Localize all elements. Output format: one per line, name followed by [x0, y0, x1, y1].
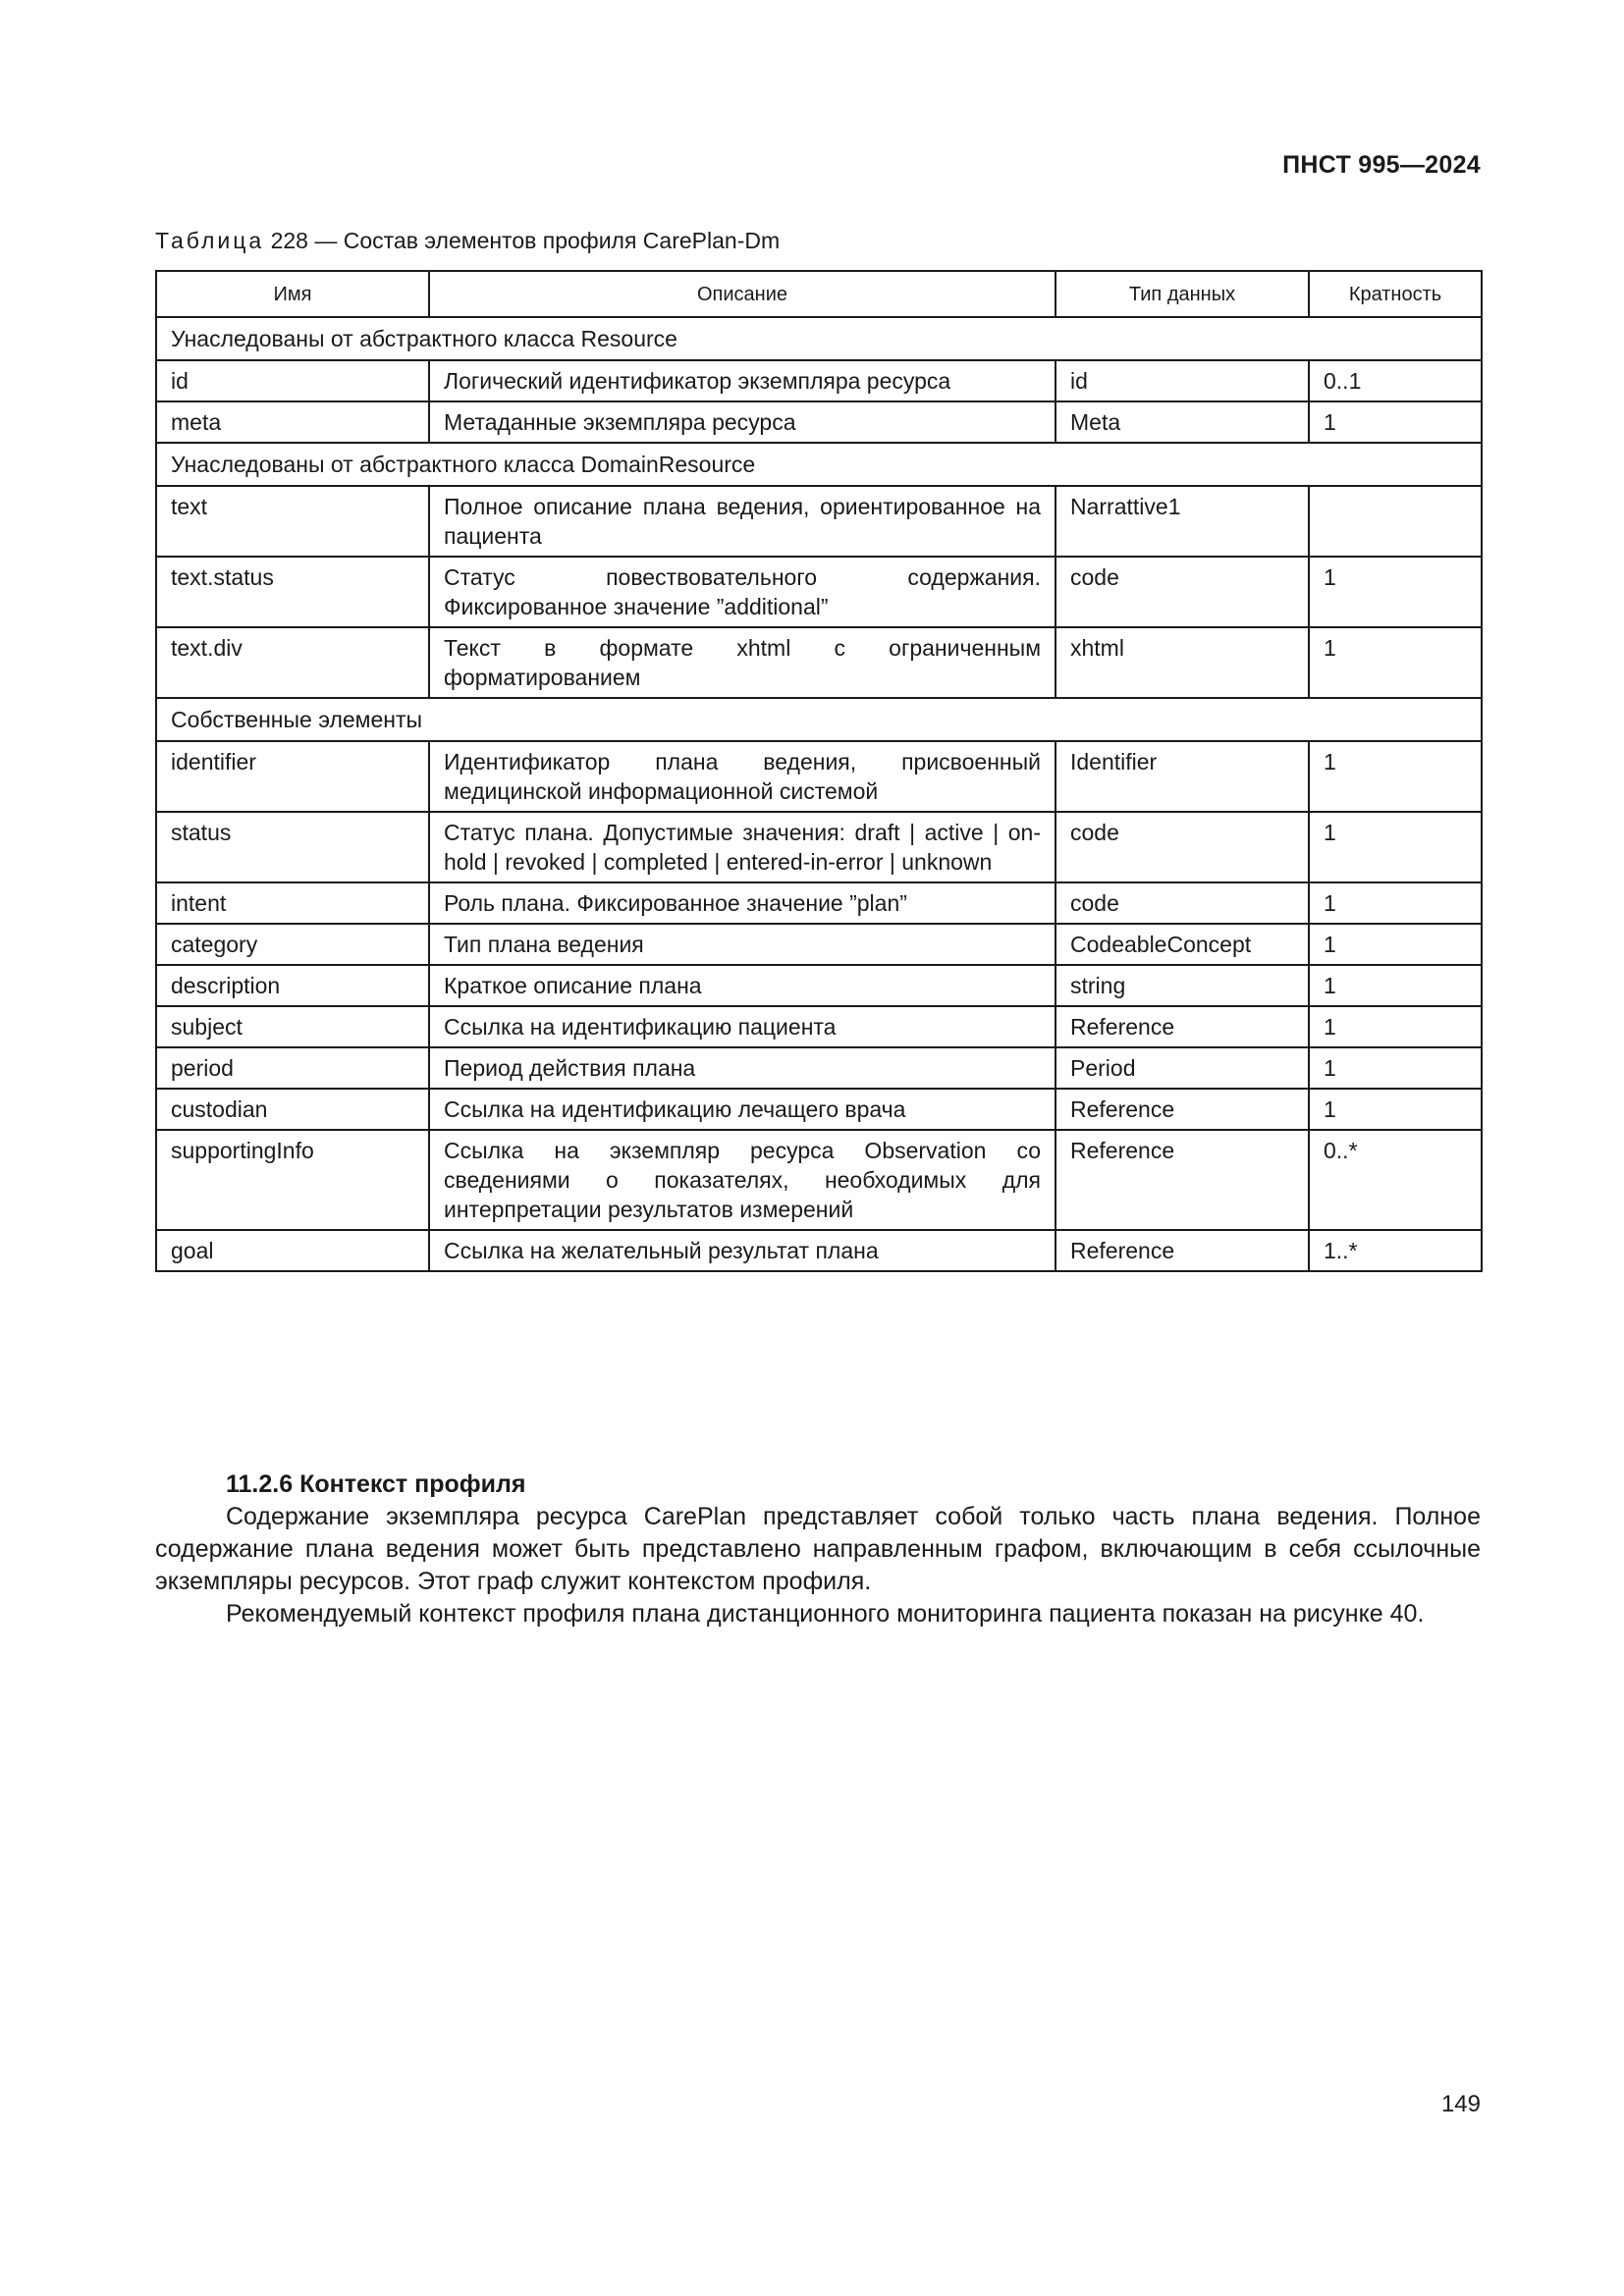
cell-type: Reference	[1056, 1130, 1309, 1230]
cell-description: Период действия плана	[429, 1047, 1056, 1089]
cell-type: CodeableConcept	[1056, 924, 1309, 965]
table-row	[156, 1006, 1482, 1047]
cell-type: string	[1056, 965, 1309, 1006]
cell-type: xhtml	[1056, 627, 1309, 698]
cell-description: Тип плана ведения	[429, 924, 1056, 965]
cell-description: Ссылка на идентификацию лечащего врача	[429, 1089, 1056, 1130]
table-row	[156, 882, 1482, 924]
table-row	[156, 1089, 1482, 1130]
column-header-type: Тип данных	[1056, 271, 1309, 317]
cell-description: Ссылка на желательный результат плана	[429, 1230, 1056, 1271]
table-caption	[155, 228, 780, 254]
cell-type: Reference	[1056, 1006, 1309, 1047]
group-row	[156, 443, 1482, 486]
table-caption-prefix: Таблица	[155, 228, 265, 253]
group-title: Унаследованы от абстрактного класса DomainResource	[156, 443, 1482, 486]
section-paragraph: Рекомендуемый контекст профиля плана дистанционного мониторинга пациента показан на рисунке 40.	[226, 1600, 1425, 1628]
cell-type: code	[1056, 882, 1309, 924]
table-header-row	[156, 271, 1482, 317]
table-row	[156, 965, 1482, 1006]
profile-elements-table	[155, 270, 1483, 1272]
cell-name: text.status	[156, 557, 429, 627]
cell-type: code	[1056, 812, 1309, 882]
cell-cardinality: 0..*	[1309, 1130, 1482, 1230]
cell-cardinality: 1	[1309, 882, 1482, 924]
table-row	[156, 812, 1482, 882]
group-title: Унаследованы от абстрактного класса Resource	[156, 317, 1482, 360]
cell-type: id	[1056, 360, 1309, 401]
table-body	[156, 317, 1482, 1271]
cell-type: Period	[1056, 1047, 1309, 1089]
page-number: 149	[1440, 2091, 1481, 2117]
cell-cardinality: 1	[1309, 965, 1482, 1006]
column-header-cardinality: Кратность	[1309, 271, 1482, 317]
cell-cardinality: 1..*	[1309, 1230, 1482, 1271]
cell-cardinality: 1	[1309, 627, 1482, 698]
cell-name: category	[156, 924, 429, 965]
cell-cardinality: 1	[1309, 741, 1482, 812]
cell-description: Краткое описание плана	[429, 965, 1056, 1006]
cell-description: Текст в формате xhtml с ограниченным форматированием	[429, 627, 1056, 698]
cell-description: Ссылка на экземпляр ресурса Observation со сведениями о показателях, необходимых для интерпретации результатов измерений	[429, 1130, 1056, 1230]
table-row	[156, 360, 1482, 401]
table-row	[156, 557, 1482, 627]
cell-name: text.div	[156, 627, 429, 698]
table-row	[156, 741, 1482, 812]
table-row	[156, 627, 1482, 698]
cell-name: intent	[156, 882, 429, 924]
cell-type: Reference	[1056, 1230, 1309, 1271]
cell-type: Narrattive1	[1056, 486, 1309, 557]
cell-name: identifier	[156, 741, 429, 812]
cell-name: subject	[156, 1006, 429, 1047]
cell-description: Идентификатор плана ведения, присвоенный медицинской информационной системой	[429, 741, 1056, 812]
cell-cardinality: 1	[1309, 557, 1482, 627]
cell-cardinality	[1309, 486, 1482, 557]
cell-cardinality: 0..1	[1309, 360, 1482, 401]
section-heading: 11.2.6 Контекст профиля	[226, 1470, 526, 1498]
table-row	[156, 486, 1482, 557]
cell-cardinality: 1	[1309, 1006, 1482, 1047]
cell-cardinality: 1	[1309, 924, 1482, 965]
group-row	[156, 317, 1482, 360]
cell-type: Reference	[1056, 1089, 1309, 1130]
cell-description: Роль плана. Фиксированное значение ”plan”	[429, 882, 1056, 924]
cell-name: goal	[156, 1230, 429, 1271]
cell-description: Ссылка на идентификацию пациента	[429, 1006, 1056, 1047]
table-row	[156, 1130, 1482, 1230]
table-row	[156, 401, 1482, 443]
cell-name: supportingInfo	[156, 1130, 429, 1230]
document-standard-id: ПНСТ 995—2024	[1282, 151, 1481, 179]
cell-name: custodian	[156, 1089, 429, 1130]
table-caption-text: 228 — Состав элементов профиля CarePlan-Dm	[264, 228, 781, 253]
group-row	[156, 698, 1482, 741]
column-header-description: Описание	[429, 271, 1056, 317]
cell-description: Статус плана. Допустимые значения: draft | active | on-hold | revoked | completed | entered-in-error | unknown	[429, 812, 1056, 882]
table-row	[156, 1047, 1482, 1089]
cell-cardinality: 1	[1309, 1047, 1482, 1089]
cell-type: Identifier	[1056, 741, 1309, 812]
cell-name: description	[156, 965, 429, 1006]
cell-type: Meta	[1056, 401, 1309, 443]
table-row	[156, 924, 1482, 965]
cell-name: meta	[156, 401, 429, 443]
cell-name: period	[156, 1047, 429, 1089]
section-paragraph: Содержание экземпляра ресурса CarePlan представляет собой только часть плана ведения. Полное содержание плана ведения может быть представлено направленным графом, включающим в себя ссылочные экземпляры ресурсов. Этот граф служит контекстом профиля.	[155, 1503, 1481, 1595]
cell-name: status	[156, 812, 429, 882]
cell-type: code	[1056, 557, 1309, 627]
cell-name: id	[156, 360, 429, 401]
cell-cardinality: 1	[1309, 401, 1482, 443]
cell-description: Статус повествовательного содержания. Фиксированное значение ”additional”	[429, 557, 1056, 627]
cell-description: Полное описание плана ведения, ориентированное на пациента	[429, 486, 1056, 557]
section-profile-context	[155, 1468, 1481, 1630]
cell-cardinality: 1	[1309, 812, 1482, 882]
group-title: Собственные элементы	[156, 698, 1482, 741]
cell-cardinality: 1	[1309, 1089, 1482, 1130]
table-row	[156, 1230, 1482, 1271]
cell-description: Метаданные экземпляра ресурса	[429, 401, 1056, 443]
cell-name: text	[156, 486, 429, 557]
cell-description: Логический идентификатор экземпляра ресурса	[429, 360, 1056, 401]
column-header-name: Имя	[156, 271, 429, 317]
